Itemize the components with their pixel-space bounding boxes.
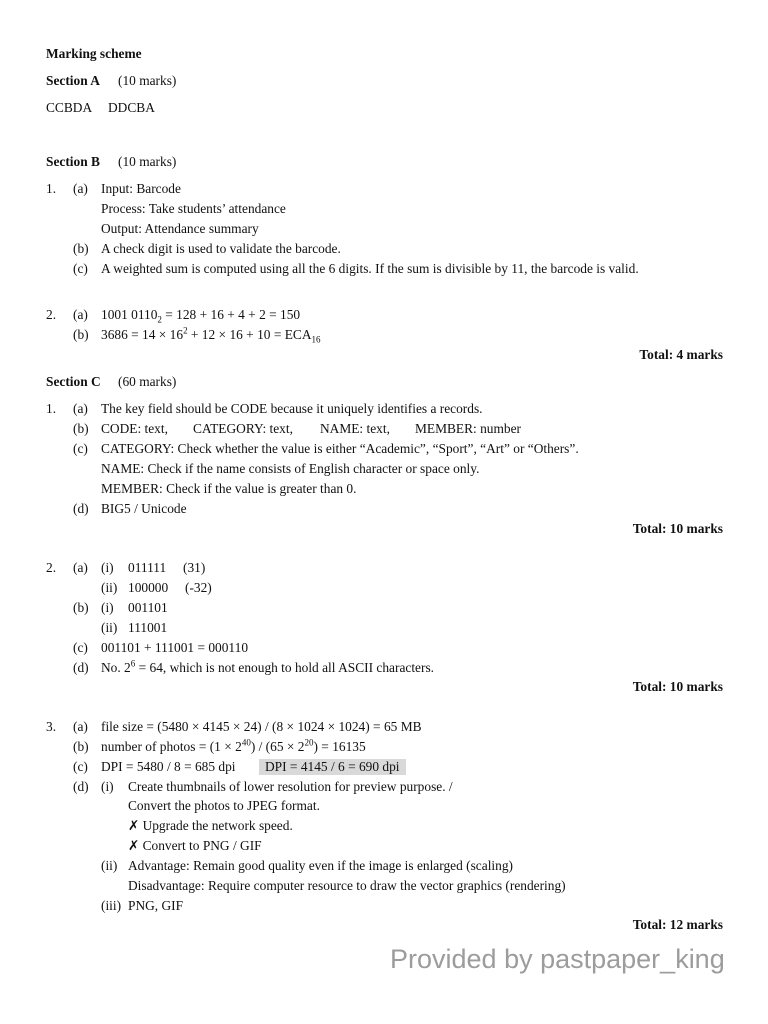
subpart-label: (iii) [101,898,122,913]
answer-line: Disadvantage: Require computer resource to draw the vector graphics (rendering) [128,878,566,893]
part-label: (a) [73,560,88,575]
answer-line: 001101 + 111001 = 000110 [101,640,249,655]
highlighted-alternative-answer: DPI = 4145 / 6 = 690 dpi [259,759,406,775]
question-number: 1. [46,181,57,196]
section-c-marks: (60 marks) [118,374,177,389]
answer-line: 1001 $0110_2 = 128 + 16 + 4 + 2 = 150$ [101,307,301,325]
subpart-label: (ii) [101,620,118,635]
total-marks: Total: 12 marks [632,917,723,932]
part-label: (d) [73,501,89,516]
part-label: (b) [73,600,89,615]
subpart-label: (i) [101,600,114,615]
section-c-label: Section C [46,374,101,389]
question-number: 3. [46,719,57,734]
total-marks: Total: 4 marks [639,347,723,362]
subpart-label: (ii) [101,858,118,873]
field-type: NAME: text, [320,421,390,436]
answer-line: $3686 = 14 \times 16^2 + 12 \times 16 + 10 = ECA_{16}$ [101,325,321,345]
field-type: CODE: text, [101,421,168,436]
answer-line: A weighted sum is computed using all the 6 digits. If the sum is divisible by 11, the barcode is valid. [101,261,639,276]
answer-line: The key field should be CODE because it uniquely identifies a records. [101,401,483,416]
section-b-label: Section B [46,154,100,169]
part-label: (a) [73,401,88,416]
field-type: MEMBER: number [415,421,522,436]
subpart-label: (ii) [101,580,118,595]
question-number: 2. [46,307,57,322]
answer-line: PNG, GIF [128,898,184,913]
answer-line: Advantage: Remain good quality even if the image is enlarged (scaling) [128,858,513,873]
answer-line: NAME: Check if the name consists of English character or space only. [101,461,480,476]
part-label: (a) [73,719,88,734]
answer-value: (31) [183,560,206,575]
part-label: (b) [73,241,89,256]
part-label: (a) [73,307,88,322]
answer-line: MEMBER: Check if the value is greater than 0. [101,481,357,496]
answer-line: file size = (5480 × 4145 × 24) / (8 × 1024 × 1024) = 65 MB [101,719,422,734]
part-label: (d) [73,660,89,675]
subpart-label: (i) [101,779,114,794]
answer-line: Process: Take students’ attendance [101,201,286,216]
answer-value: 111001 [128,620,168,635]
section-a-answers-1: CCBDA [46,100,93,115]
part-label: (c) [73,261,88,276]
subpart-label: (i) [101,560,114,575]
section-a-label: Section A [46,73,100,88]
answer-value: 001101 [128,600,168,615]
total-marks: Total: 10 marks [632,521,723,536]
part-label: (d) [73,779,89,794]
answer-line: Input: Barcode [101,181,181,196]
section-a-marks: (10 marks) [118,73,177,88]
total-marks: Total: 10 marks [632,679,723,694]
answer-value: 011111 [128,560,167,575]
section-b-marks: (10 marks) [118,154,177,169]
part-label: (b) [73,421,89,436]
answer-line: Create thumbnails of lower resolution for preview purpose. / [128,779,453,794]
answer-value: 100000 [128,580,169,595]
page-title: Marking scheme [46,46,142,61]
answer-value: (-32) [185,580,212,595]
part-label: (a) [73,181,88,196]
answer-line: number of photos = $(1 \times 2^{40}) / (65 \times 2^{20}) = 16135$ [101,737,366,754]
part-label: (c) [73,759,88,774]
rejected-answer: ✗ Convert to PNG / GIF [128,838,262,853]
question-number: 2. [46,560,57,575]
answer-line: Convert the photos to JPEG format. [128,798,320,813]
answer-line: DPI = 5480 / 8 = 685 dpi [101,759,236,774]
answer-line: No. $2^6 = 64$, which is not enough to hold all ASCII characters. [101,658,435,675]
answer-line: Output: Attendance summary [101,221,259,236]
question-number: 1. [46,401,57,416]
part-label: (c) [73,441,88,456]
answer-line: A check digit is used to validate the barcode. [101,241,341,256]
answer-line: CATEGORY: Check whether the value is either “Academic”, “Sport”, “Art” or “Others”. [101,441,579,456]
section-a-answers-2: DDCBA [108,100,155,115]
answer-line: BIG5 / Unicode [101,501,187,516]
part-label: (c) [73,640,88,655]
part-label: (b) [73,327,89,342]
part-label: (b) [73,739,89,754]
watermark-footer: Provided by pastpaper_king [390,944,725,974]
rejected-answer: ✗ Upgrade the network speed. [128,818,293,833]
field-type: CATEGORY: text, [193,421,293,436]
